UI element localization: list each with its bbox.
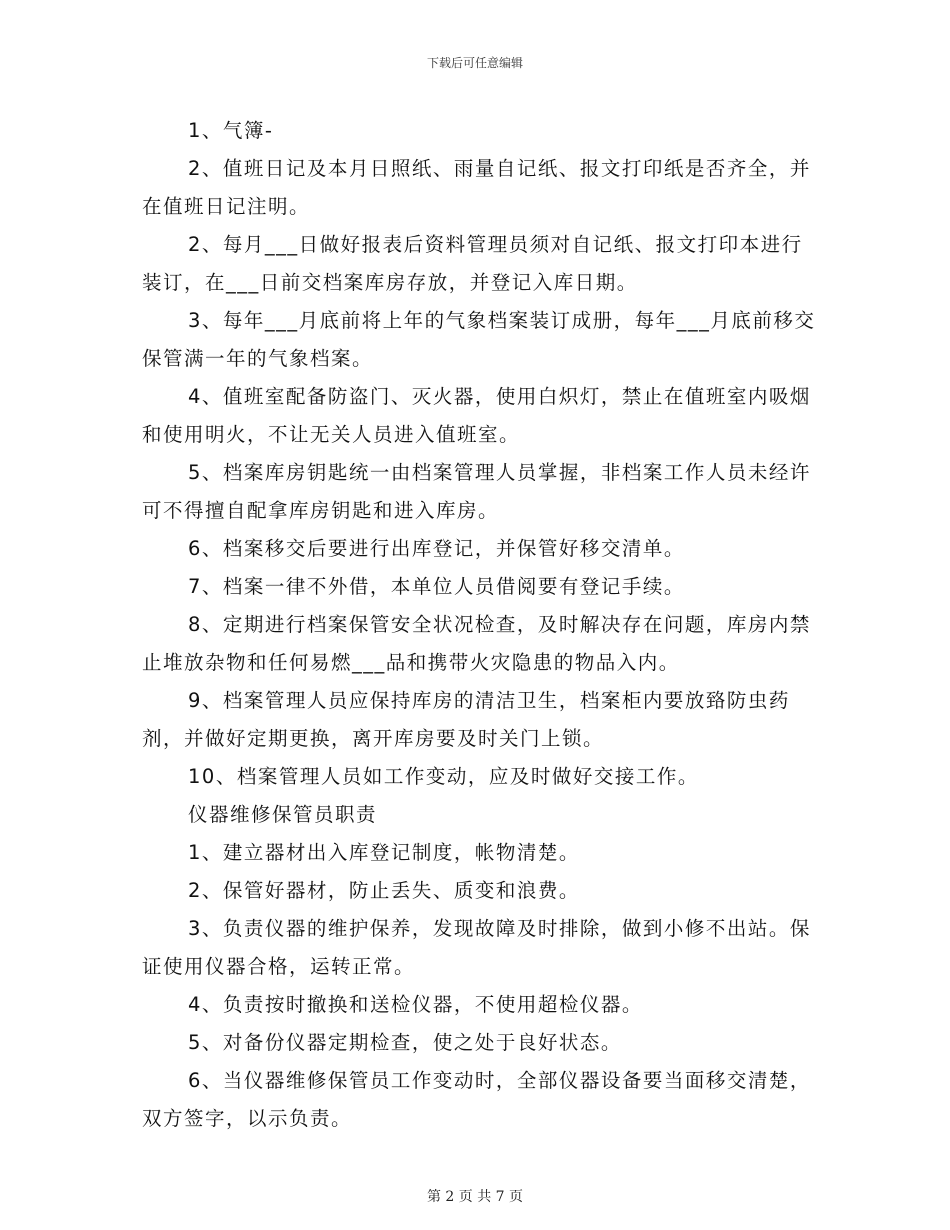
- paragraph: 8、定期进行档案保管安全状况检查，及时解决存在问题，库房内禁止堆放杂物和任何易燃___品和携带火灾隐患的物品入内。: [142, 613, 811, 674]
- paragraph: 9、档案管理人员应保持库房的清洁卫生，档案柜内要放臵防虫药剂，并做好定期更换，离开库房要及时关门上锁。: [142, 689, 790, 750]
- paragraph: 6、档案移交后要进行出库登记，并保管好移交清单。: [188, 537, 685, 560]
- paragraph: 7、档案一律不外借，本单位人员借阅要有登记手续。: [188, 575, 685, 598]
- document-body: [142, 112, 822, 1138]
- paragraph: 4、负责按时撤换和送检仪器，不使用超检仪器。: [188, 993, 643, 1016]
- section-heading: 仪器维修保管员职责: [188, 803, 378, 826]
- paragraph: 3、每年___月底前将上年的气象档案装订成册，每年___月底前移交保管满一年的气象档案。: [142, 309, 816, 370]
- page-header-note: 下载后可任意编辑: [426, 56, 523, 70]
- paragraph: 10、档案管理人员如工作变动，应及时做好交接工作。: [188, 765, 699, 788]
- paragraph: 6、当仪器维修保管员工作变动时，全部仪器设备要当面移交清楚，双方签字，以示负责。: [142, 1069, 811, 1130]
- paragraph: 3、负责仪器的维护保养，发现故障及时排除，做到小修不出站。保证使用仪器合格，运转正常。: [142, 917, 811, 978]
- paragraph: 4、值班室配备防盗门、灭火器，使用白炽灯，禁止在值班室内吸烟和使用明火，不让无关人员进入值班室。: [142, 385, 811, 446]
- paragraph: 2、值班日记及本月日照纸、雨量自记纸、报文打印纸是否齐全，并在值班日记注明。: [142, 157, 811, 218]
- paragraph: 2、每月___日做好报表后资料管理员须对自记纸、报文打印本进行装订，在___日前交档案库房存放，并登记入库日期。: [142, 233, 803, 294]
- paragraph: 5、档案库房钥匙统一由档案管理人员掌握，非档案工作人员未经许可不得擅自配拿库房钥匙和进入库房。: [142, 461, 811, 522]
- paragraph: 1、气簿-: [188, 119, 274, 142]
- paragraph: 5、对备份仪器定期检查，使之处于良好状态。: [188, 1031, 622, 1054]
- paragraph: 2、保管好器材，防止丢失、质变和浪费。: [188, 879, 580, 902]
- page-number-footer: 第 2 页 共 7 页: [426, 1189, 524, 1205]
- paragraph: 1、建立器材出入库登记制度，帐物清楚。: [188, 841, 580, 864]
